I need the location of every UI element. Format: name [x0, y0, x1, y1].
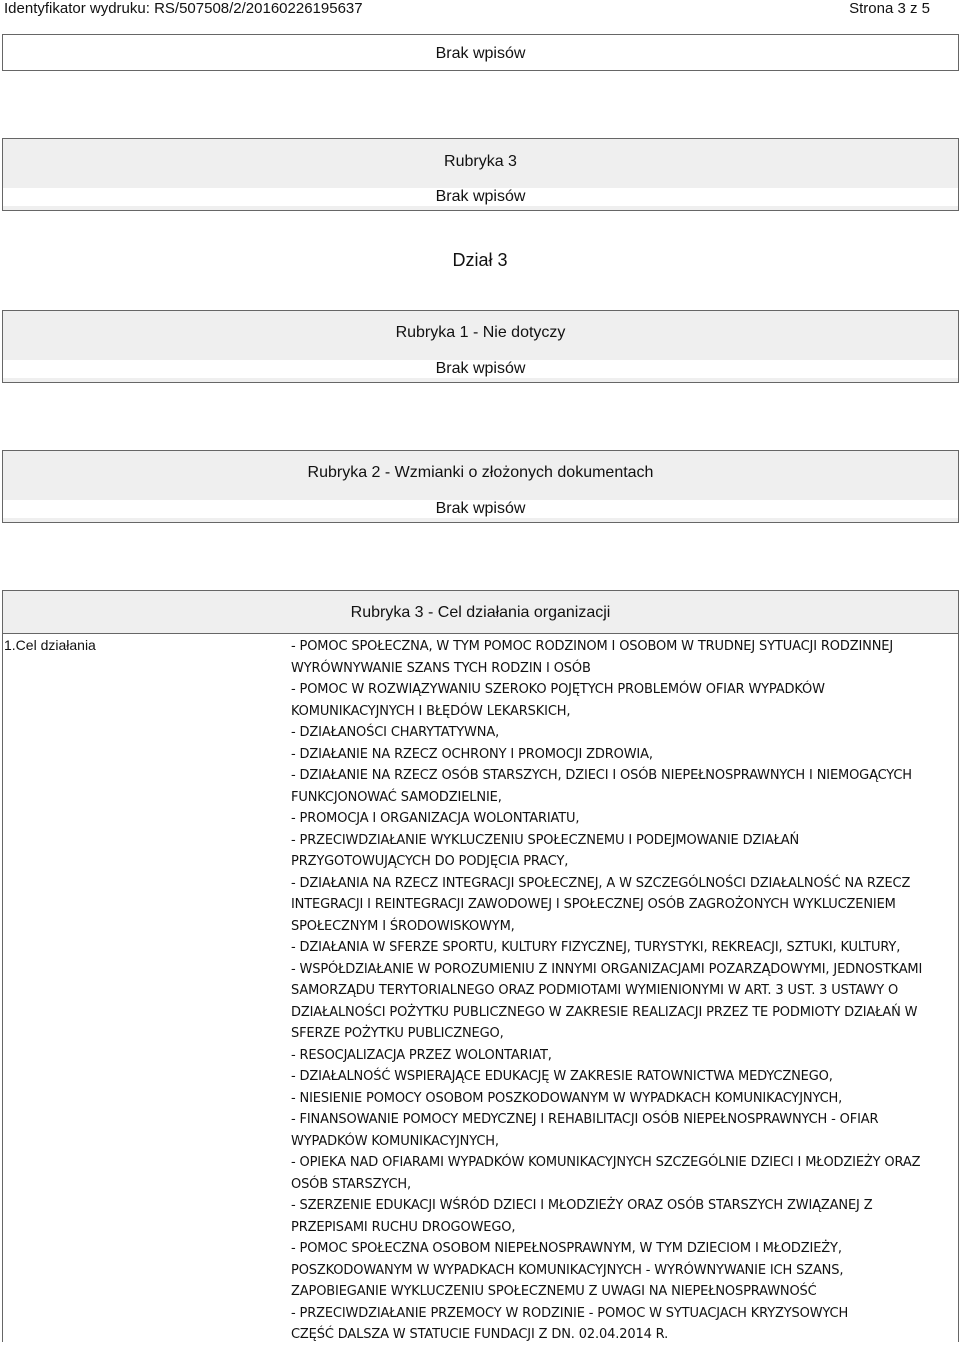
cel-line: - DZIAŁANIE NA RZECZ OSÓB STARSZYCH, DZIECI I OSÓB NIEPEŁNOSPRAWNYCH I NIEMOGĄCYCH	[291, 768, 912, 783]
cel-line: - DZIAŁANOŚCI CHARYTATYWNA,	[291, 725, 500, 740]
cel-line: - DZIAŁANIA NA RZECZ INTEGRACJI SPOŁECZNEJ, A W SZCZEGÓLNOŚCI DZIAŁALNOŚĆ NA RZECZ	[291, 875, 911, 891]
box-empty-entries	[2, 34, 959, 71]
cel-line: - OPIEKA NAD OFIARAMI WYPADKÓW KOMUNIKACYJNYCH SZCZEGÓLNIE DZIECI I MŁODZIEŻY ORAZ	[291, 1155, 921, 1170]
box-rubryka-1	[2, 310, 959, 383]
cel-line: - NIESIENIE POMOCY OSOBOM POSZKODOWANYM W WYPADKACH KOMUNIKACYJNYCH,	[291, 1090, 843, 1106]
box-title: Rubryka 3	[444, 153, 517, 170]
cel-line: WYRÓWNYWANIE SZANS TYCH RODZIN I OSÓB	[291, 660, 591, 676]
cel-line: SPOŁECZNYM I ŚRODOWISKOWYM,	[291, 918, 515, 934]
cel-line: - DZIAŁANIA W SFERZE SPORTU, KULTURY FIZYCZNEJ, TURYSTYKI, REKREACJI, SZTUKI, KULTURY,	[291, 940, 901, 955]
cel-line: - POMOC SPOŁECZNA, W TYM POMOC RODZINOM I OSOBOM W TRUDNEJ SYTUACJI RODZINNEJ	[291, 639, 894, 654]
cel-line: FUNKCJONOWAĆ SAMODZIELNIE,	[291, 789, 502, 805]
cel-line: OSÓB STARSZYCH,	[291, 1176, 411, 1192]
box-value: Brak wpisów	[435, 45, 526, 62]
cel-line: - RESOCJALIZACJA PRZEZ WOLONTARIAT,	[291, 1047, 552, 1063]
cel-line: SAMORZĄDU TERYTORIALNEGO ORAZ PODMIOTAMI WYMIENIONYMI W ART. 3 UST. 3 USTAWY O	[291, 983, 899, 998]
page-number: Strona 3 z 5	[849, 0, 930, 17]
box-rubryka-2	[2, 450, 959, 523]
box-rubryka-3-cel	[2, 590, 959, 634]
box-rubryka-3	[2, 138, 959, 211]
cel-line: CZĘŚĆ DALSZA W STATUCIE FUNDACJI Z DN. 02.04.2014 R.	[291, 1327, 669, 1342]
cel-line: KOMUNIKACYJNYCH I BŁĘDÓW LEKARSKICH,	[291, 703, 571, 719]
cel-line: - POMOC SPOŁECZNA OSOBOM NIEPEŁNOSPRAWNYM, W TYM DZIECIOM I MŁODZIEŻY,	[291, 1241, 842, 1256]
cel-line: DZIAŁALNOŚCI POŻYTKU PUBLICZNEGO W ZAKRESIE REALIZACJI PRZEZ TE PODMIOTY DZIAŁAŃ W	[291, 1004, 918, 1020]
cel-line: - DZIAŁALNOŚĆ WSPIERAJĄCE EDUKACJĘ W ZAKRESIE RATOWNICTWA MEDYCZNEGO,	[291, 1069, 833, 1084]
cel-line: PRZEPISAMI RUCHU DROGOWEGO,	[291, 1219, 516, 1235]
cel-line: - SZERZENIE EDUKACJI WŚRÓD DZIECI I MŁODZIEŻY ORAZ OSÓB STARSZYCH ZWIĄZANEJ Z	[291, 1198, 873, 1213]
cel-line: - DZIAŁANIE NA RZECZ OCHRONY I PROMOCJI ZDROWIA,	[291, 746, 653, 762]
print-header	[0, 0, 960, 20]
cel-line: ZAPOBIEGANIE WYKLUCZENIU SPOŁECZNEMU Z UWAGI NA NIEPEŁNOSPRAWNOŚĆ	[291, 1284, 817, 1299]
cel-line: - PRZECIWDZIAŁANIE WYKLUCZENIU SPOŁECZNEMU I PODEJMOWANIE DZIAŁAŃ	[291, 832, 800, 848]
cel-line: WYPADKÓW KOMUNIKACYJNYCH,	[291, 1133, 499, 1149]
box-title: Rubryka 2 - Wzmianki o złożonych dokumentach	[307, 464, 654, 481]
box-title: Rubryka 3 - Cel działania organizacji	[350, 604, 611, 621]
cel-line: INTEGRACJI I REINTEGRACJI ZAWODOWEJ I SPOŁECZNEJ OSÓB ZAGROŻONYCH WYKLUCZENIEM	[291, 897, 896, 912]
box-title: Rubryka 1 - Nie dotyczy	[395, 324, 566, 341]
cel-line: - PRZECIWDZIAŁANIE PRZEMOCY W RODZINIE - POMOC W SYTUACJACH KRYZYSOWYCH	[291, 1305, 849, 1321]
box-value: Brak wpisów	[3, 500, 958, 518]
cel-line: - FINANSOWANIE POMOCY MEDYCZNEJ I REHABILITACJI OSÓB NIEPEŁNOSPRAWNYCH - OFIAR	[291, 1112, 879, 1127]
section-dzial-3: Dział 3	[452, 250, 508, 270]
cel-line: - PROMOCJA I ORGANIZACJA WOLONTARIATU,	[291, 811, 580, 826]
cel-line: - POMOC W ROZWIĄZYWANIU SZEROKO POJĘTYCH PROBLEMÓW OFIAR WYPADKÓW	[291, 682, 825, 697]
cel-line: PRZYGOTOWUJĄCYCH DO PODJĘCIA PRACY,	[291, 854, 569, 869]
cel-dzialania-text	[291, 636, 956, 1346]
print-identifier: Identyfikator wydruku: RS/507508/2/20160226195637	[4, 0, 363, 17]
cel-line: SFERZE POŻYTKU PUBLICZNEGO,	[291, 1026, 504, 1041]
cel-line: - WSPÓŁDZIAŁANIE W POROZUMIENIU Z INNYMI ORGANIZACJAMI POZARZĄDOWYMI, JEDNOSTKAMI	[291, 961, 923, 977]
cel-line: POSZKODOWANYM W WYPADKACH KOMUNIKACYJNYCH - WYRÓWNYWANIE ICH SZANS,	[291, 1262, 844, 1278]
cel-dzialania-label: 1.Cel działania	[4, 637, 96, 653]
box-value: Brak wpisów	[3, 188, 958, 206]
box-value: Brak wpisów	[3, 360, 958, 378]
